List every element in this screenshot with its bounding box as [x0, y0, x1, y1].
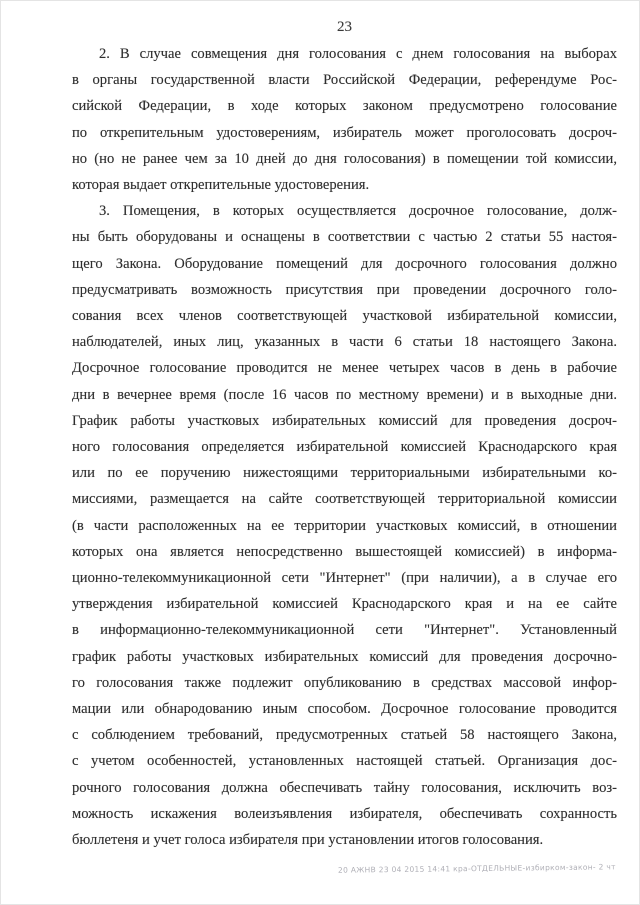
- text-line: предусматривать возможность присутствия при проведении досрочного голо-: [72, 281, 617, 298]
- text-line: рочного голосования должна обеспечивать тайну голосования, исключить воз-: [72, 779, 617, 796]
- text-line: График работы участковых избирательных комиссий для проведения досроч-: [72, 412, 617, 429]
- text-line: 3. Помещения, в которых осуществляется досрочное голосование, долж-: [99, 203, 617, 220]
- text-line: утверждения избирательной комиссией Краснодарского края и на ее сайте: [72, 596, 617, 613]
- paragraph: [72, 198, 617, 853]
- page-text-column: [72, 0, 617, 853]
- paragraph: [72, 41, 617, 198]
- text-line: или по ее поручению нижестоящими территориальными избирательными ко-: [72, 465, 617, 482]
- text-line: 2. В случае совмещения дня голосования с днем голосования на выборах: [99, 46, 617, 62]
- text-line: которых она является непосредственно вышестоящей комиссией) в информа-: [72, 543, 617, 560]
- text-line: ного голосования определяется избирательной комиссией Краснодарского края: [72, 439, 617, 456]
- text-line: дни в вечернее время (после 16 часов по местному времени) и в выходные дни.: [72, 386, 617, 403]
- text-line: щего Закона. Оборудование помещений для досрочного голосования должно: [72, 255, 617, 272]
- text-line: в информационно-телекоммуникационной сети "Интернет". Установленный: [72, 622, 617, 639]
- text-line: наблюдателей, иных лиц, указанных в части 6 статьи 18 настоящего Закона.: [72, 334, 617, 351]
- text-line: сийской Федерации, в ходе которых законом предусмотрено голосование: [72, 98, 617, 115]
- page-number: 23: [337, 19, 352, 35]
- text-line: ны быть оборудованы и оснащены в соответствии с частью 2 статьи 55 настоя-: [72, 229, 617, 246]
- text-line: ционно-телекоммуникационной сети "Интернет" (при наличии), а в случае его: [72, 570, 617, 587]
- text-line: сования всех членов соответствующей участковой избирательной комиссии,: [72, 308, 617, 325]
- text-line: миссиями, размещается на сайте соответствующей территориальной комиссии: [72, 491, 617, 508]
- text-line: Досрочное голосование проводится не менее четырех часов в день в рабочие: [72, 360, 617, 377]
- text-line: можность искажения волеизъявления избирателя, обеспечивать сохранность: [72, 805, 617, 822]
- text-line: но (но не ранее чем за 10 дней до дня голосования) в помещении той комиссии,: [72, 150, 617, 167]
- text-line: го голосования также подлежит опубликованию в средствах массовой инфор-: [72, 674, 617, 691]
- text-line: мации или обнародованию иным способом. Досрочное голосование проводится: [72, 701, 617, 718]
- text-line: которая выдает открепительные удостоверения.: [72, 177, 370, 194]
- text-line: с учетом особенностей, установленных настоящей статьей. Организация дос-: [72, 753, 617, 770]
- text-line: бюллетеня и учет голоса избирателя при установлении итогов голосования.: [72, 832, 544, 849]
- text-line: (в части расположенных на ее территории участковых комиссий, в отношении: [72, 517, 617, 534]
- text-line: в органы государственной власти Российской Федерации, референдуме Рос-: [72, 72, 617, 89]
- text-line: график работы участковых избирательных комиссий для проведения досрочно-: [72, 648, 617, 665]
- text-line: с соблюдением требований, предусмотренных статьей 58 настоящего Закона,: [72, 727, 617, 744]
- document-body: [72, 41, 617, 853]
- scan-footer-stamp: 20 АЖНВ 23 04 2015 14:41 кра-ОТДЕЛЬНЫЕ-избирком-закон- 2 чт: [338, 862, 617, 875]
- text-line: по открепительным удостоверениям, избиратель может проголосовать досроч-: [72, 124, 617, 141]
